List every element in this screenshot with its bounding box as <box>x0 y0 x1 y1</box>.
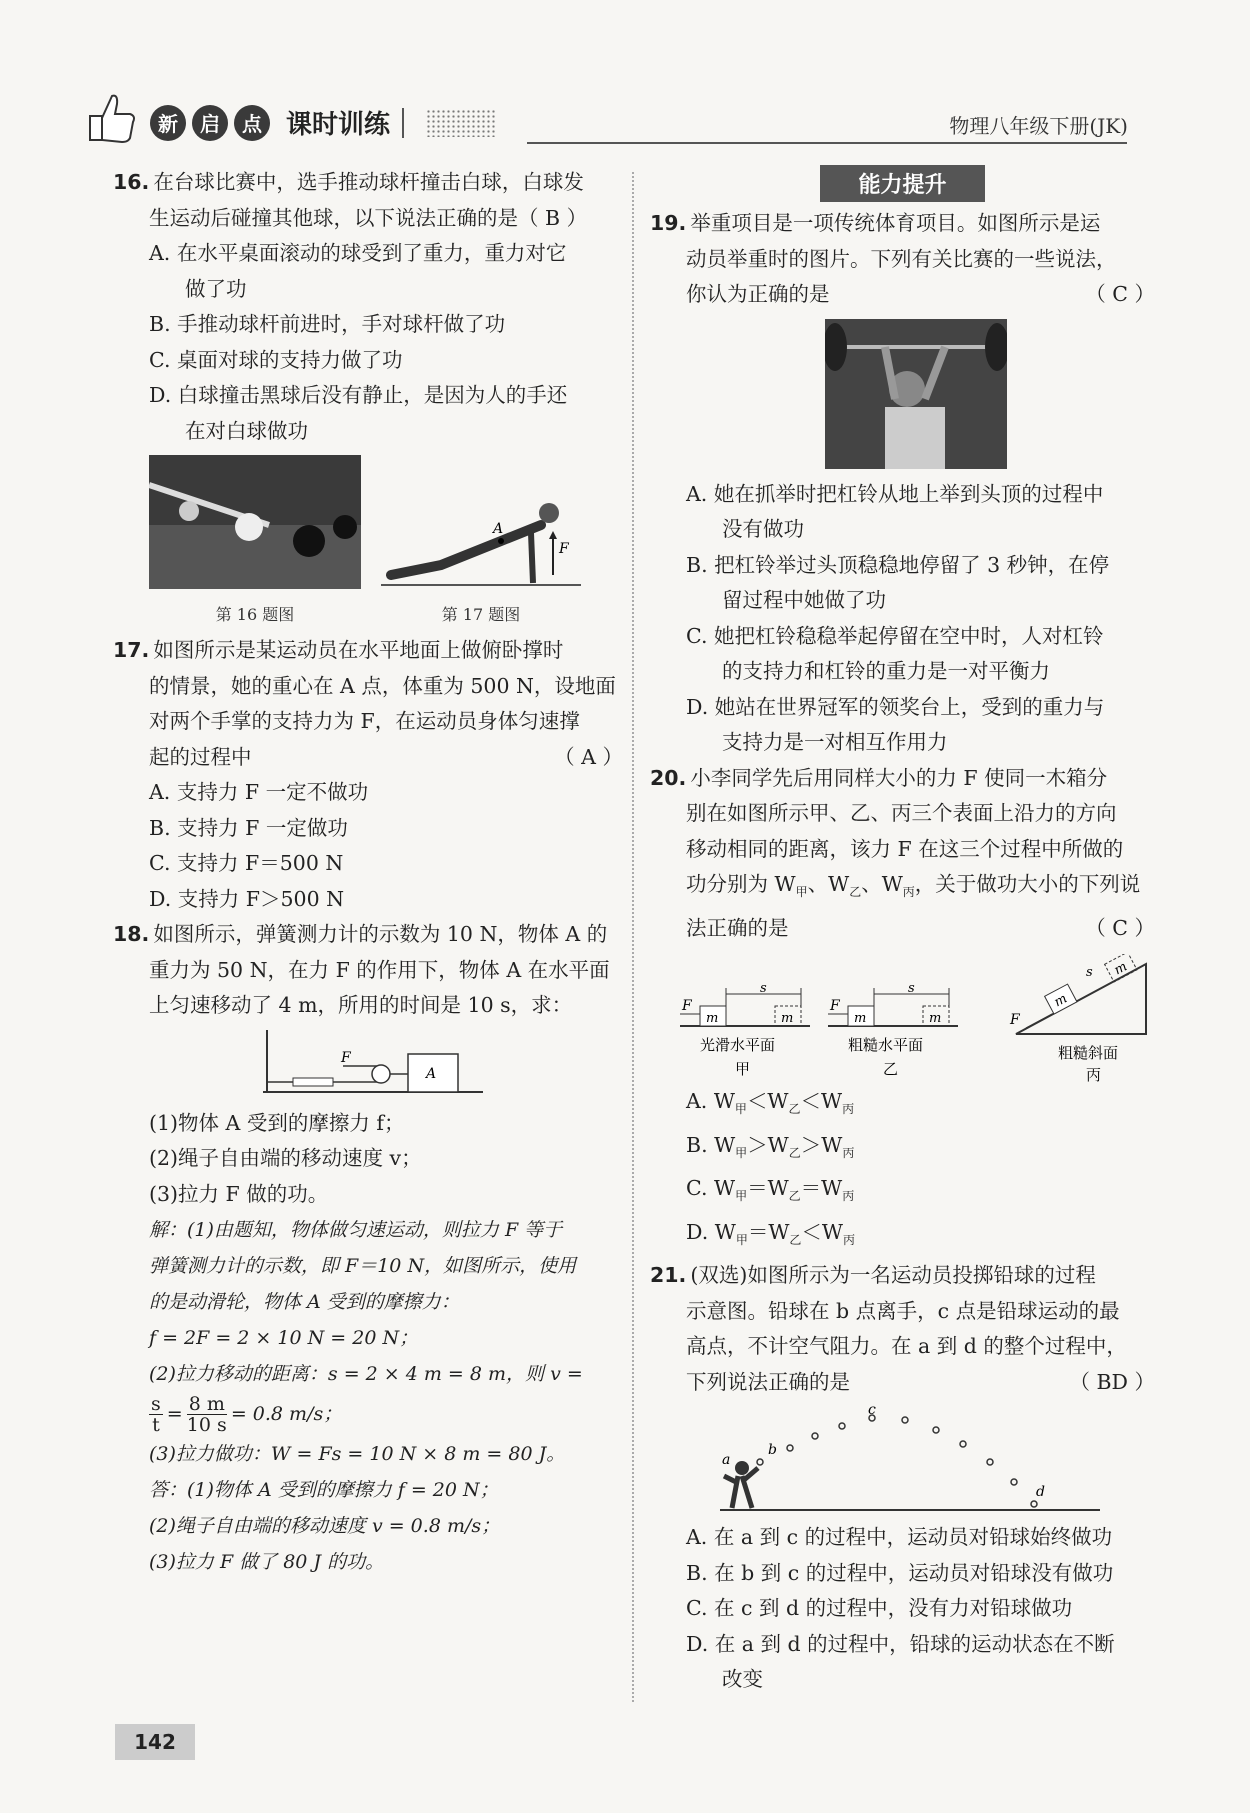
option-c-cont: 的支持力和杠铃的重力是一对平衡力 <box>722 659 1050 683</box>
surface-diagrams <box>650 954 1155 1084</box>
figure-16-caption: 第 16 题图 <box>215 605 295 624</box>
column-divider <box>632 172 634 1702</box>
point-b: b <box>768 1442 777 1459</box>
athlete-figure <box>724 1461 758 1508</box>
option-c: C. 她把杠铃稳稳举起停留在空中时，人对杠铃 <box>686 623 1104 648</box>
brand-divider <box>402 108 404 138</box>
thumbs-up-icon <box>80 86 140 146</box>
billiards-photo <box>149 455 361 589</box>
brand-char-1: 新 <box>150 105 186 141</box>
question-stem: 你认为正确的是 <box>686 282 830 306</box>
option-c: C. 支持力 F＝500 N <box>149 851 344 875</box>
svg-text:m: m <box>1051 991 1070 1011</box>
svg-text:s: s <box>760 984 767 997</box>
question-stem: 小李同学先后用同样大小的力 F 使同一木箱分 <box>690 765 1108 790</box>
diagram-smooth-horizontal <box>680 984 810 1084</box>
option-c: C. 在 c 到 d 的过程中，没有力对铅球做功 <box>686 1596 1073 1621</box>
question-number: 18. <box>113 922 150 946</box>
solution-line: 答：(1)物体 A 受到的摩擦力 f = 20 N； <box>149 1479 499 1501</box>
header-rule <box>527 142 1127 144</box>
solution-line: (3)拉力做功：W = Fs = 10 N × 8 m = 80 J。 <box>149 1443 566 1465</box>
svg-text:光滑水平面: 光滑水平面 <box>700 1036 776 1055</box>
solution-line: 解：(1)由题知，物体做匀速运动，则拉力 F 等于 <box>149 1219 563 1241</box>
answer: （ BD ） <box>1069 1369 1155 1394</box>
brand <box>150 104 496 141</box>
option-c: C. $W_甲=W_乙=W_丙$ <box>686 1176 855 1204</box>
question-stem: 如图所示，弹簧测力计的示数为 10 N，物体 A 的 <box>153 922 608 946</box>
fraction-8m-over-10s: $\frac{8 m}{10 s}$ <box>186 1392 227 1436</box>
page-number: 142 <box>115 1724 195 1760</box>
svg-text:粗糙水平面: 粗糙水平面 <box>848 1036 924 1055</box>
option-a-cont: 做了功 <box>185 276 247 301</box>
question-17 <box>113 633 623 917</box>
point-a-label: A <box>493 521 504 537</box>
option-a-cont: 没有做功 <box>722 517 804 541</box>
solution-line: (2)绳子自由端的移动速度 v = 0.8 m/s； <box>149 1515 501 1537</box>
question-stem: 生运动后碰撞其他球，以下说法正确的是（ B ） <box>149 205 588 230</box>
question-stem: 如图所示是某运动员在水平地面上做俯卧撑时 <box>153 638 564 662</box>
right-column <box>650 165 1155 1698</box>
svg-text:s: s <box>1086 965 1093 981</box>
option-b: B. 手推动球杆前进时，手对球杆做了功 <box>149 312 506 336</box>
option-b: B. 把杠铃举过头顶稳稳地停留了 3 秒钟，在停 <box>686 552 1110 577</box>
question-stem: 对两个手掌的支持力为 F，在运动员身体匀速撑 <box>149 709 580 733</box>
sub-question-2: (2)绳子自由端的移动速度 v； <box>149 1146 422 1170</box>
point-a: a <box>722 1452 731 1469</box>
question-stem: 示意图。铅球在 b 点离手，c 点是铅球运动的最 <box>686 1298 1120 1323</box>
solution <box>113 1212 623 1580</box>
question-stem: 重力为 50 N，在力 F 的作用下，物体 A 在水平面 <box>149 957 610 982</box>
force-f-label: F <box>559 541 569 557</box>
block-a-label: A <box>426 1065 437 1082</box>
question-20 <box>650 761 1155 1259</box>
sub-question-1: (1)物体 A 受到的摩擦力 f； <box>149 1110 405 1135</box>
solution-line: $\frac{s}{t}$ = $\frac{8 m}{10 s}$ = 0.8 m/s； <box>151 1392 343 1436</box>
question-number: 21. <box>650 1263 687 1288</box>
svg-text:m: m <box>929 1011 942 1027</box>
question-stem: 别在如图所示甲、乙、丙三个表面上沿力的方向 <box>686 801 1117 825</box>
svg-text:粗糙斜面: 粗糙斜面 <box>1058 1044 1119 1063</box>
question-19 <box>650 206 1155 761</box>
question-16 <box>113 165 623 449</box>
figures-16-17 <box>113 455 623 633</box>
svg-text:m: m <box>854 1011 867 1027</box>
svg-text:s: s <box>908 984 915 997</box>
question-stem: 的情景，她的重心在 A 点，体重为 500 N，设地面 <box>149 673 616 698</box>
solution-line: 弹簧测力计的示数，即 F＝10 N，如图所示，使用 <box>149 1255 577 1277</box>
solution-line: 的是动滑轮，物体 A 受到的摩擦力： <box>149 1291 460 1313</box>
svg-text:丙: 丙 <box>1086 1066 1102 1085</box>
question-stem: 上匀速移动了 4 m，所用的时间是 10 s，求： <box>149 993 573 1017</box>
answer: （ C ） <box>1085 915 1155 940</box>
option-b: B. 支持力 F 一定做功 <box>149 815 348 840</box>
answer: （ C ） <box>1085 282 1155 306</box>
answer: （ A ） <box>554 744 623 769</box>
question-stem: 举重项目是一项传统体育项目。如图所示是运 <box>690 211 1101 235</box>
question-number: 17. <box>113 638 150 662</box>
svg-text:m: m <box>781 1011 794 1027</box>
option-d: D. 她站在世界冠军的领奖台上，受到的重力与 <box>686 694 1105 719</box>
weightlifter-photo <box>825 319 1007 469</box>
question-number: 16. <box>113 170 150 194</box>
question-stem: 起的过程中 <box>149 744 252 769</box>
svg-text:F: F <box>1010 1012 1020 1029</box>
diagram-rough-horizontal <box>828 984 958 1084</box>
pushup-diagram <box>381 475 581 589</box>
brand-title: 课时训练 <box>286 110 391 140</box>
question-stem: 功分别为 $W_甲$、$W_乙$、$W_丙$，关于做功大小的下列说 <box>686 872 1141 900</box>
diagram-rough-incline <box>1006 954 1156 1084</box>
brand-char-2: 启 <box>192 105 228 141</box>
svg-text:m: m <box>1111 959 1130 979</box>
page-header <box>80 86 1150 148</box>
option-d-cont: 支持力是一对相互作用力 <box>722 730 948 754</box>
section-title: 能力提升 <box>820 165 985 202</box>
question-stem: 动员举重时的图片。下列有关比赛的一些说法， <box>686 246 1117 271</box>
question-stem: 高点，不计空气阻力。在 a 到 d 的整个过程中， <box>686 1334 1127 1359</box>
option-d: D. 白球撞击黑球后没有静止，是因为人的手还 <box>149 383 568 407</box>
pulley-diagram <box>263 1030 483 1100</box>
option-a: A. $W_甲<W_乙<W_丙$ <box>686 1089 855 1117</box>
option-d: D. 在 a 到 d 的过程中，铅球的运动状态在不断 <box>686 1631 1115 1656</box>
question-number: 19. <box>650 211 687 235</box>
question-18 <box>113 917 623 1580</box>
option-a: A. 在 a 到 c 的过程中，运动员对铅球始终做功 <box>686 1525 1113 1550</box>
force-f-label: F <box>341 1049 351 1066</box>
point-c: c <box>868 1406 876 1419</box>
brand-char-3: 点 <box>234 105 270 141</box>
left-column <box>113 165 623 1580</box>
solution-line: (3)拉力 F 做了 80 J 的功。 <box>149 1551 385 1573</box>
point-d: d <box>1036 1484 1045 1501</box>
subject-label: 物理八年级下册(JK) <box>949 114 1128 138</box>
option-c: C. 桌面对球的支持力做了功 <box>149 347 403 372</box>
svg-text:m: m <box>706 1011 719 1027</box>
svg-text:F: F <box>682 998 692 1015</box>
option-b-cont: 留过程中她做了功 <box>722 588 886 612</box>
option-d-cont: 在对白球做功 <box>185 418 308 443</box>
figure-17-caption: 第 17 题图 <box>441 605 521 624</box>
question-21 <box>650 1258 1155 1698</box>
option-a: A. 在水平桌面滚动的球受到了重力，重力对它 <box>149 241 567 265</box>
option-d: D. 支持力 F＞500 N <box>149 886 345 911</box>
question-stem: 在台球比赛中，选手推动球杆撞击白球，白球发 <box>153 170 584 194</box>
option-a: A. 支持力 F 一定不做功 <box>149 780 369 804</box>
question-stem: 法正确的是 <box>686 915 789 940</box>
solution-line: f = 2F = 2 × 10 N = 20 N； <box>149 1327 419 1349</box>
sub-question-3: (3)拉力 F 做的功。 <box>149 1181 329 1206</box>
question-stem: 移动相同的距离，该力 F 在这三个过程中所做的 <box>686 836 1124 861</box>
option-b: B. 在 b 到 c 的过程中，运动员对铅球没有做功 <box>686 1560 1114 1585</box>
fraction-s-over-t: $\frac{s}{t}$ <box>151 1392 161 1436</box>
shot-put-diagram <box>680 1406 1100 1516</box>
dot-pattern <box>426 109 496 137</box>
question-stem: (双选)如图所示为一名运动员投掷铅球的过程 <box>690 1263 1096 1288</box>
option-d-cont: 改变 <box>722 1667 763 1692</box>
question-stem: 下列说法正确的是 <box>686 1369 850 1394</box>
svg-text:乙: 乙 <box>883 1060 899 1079</box>
option-b: B. $W_甲>W_乙>W_丙$ <box>686 1132 855 1160</box>
option-a: A. 她在抓举时把杠铃从地上举到头顶的过程中 <box>686 481 1104 506</box>
solution-line: (2)拉力移动的距离：s = 2 × 4 m = 8 m，则 v = <box>149 1363 583 1385</box>
option-d: D. $W_甲=W_乙<W_丙$ <box>686 1219 856 1247</box>
svg-text:F: F <box>830 998 840 1015</box>
question-number: 20. <box>650 765 687 790</box>
svg-text:甲: 甲 <box>735 1060 751 1079</box>
